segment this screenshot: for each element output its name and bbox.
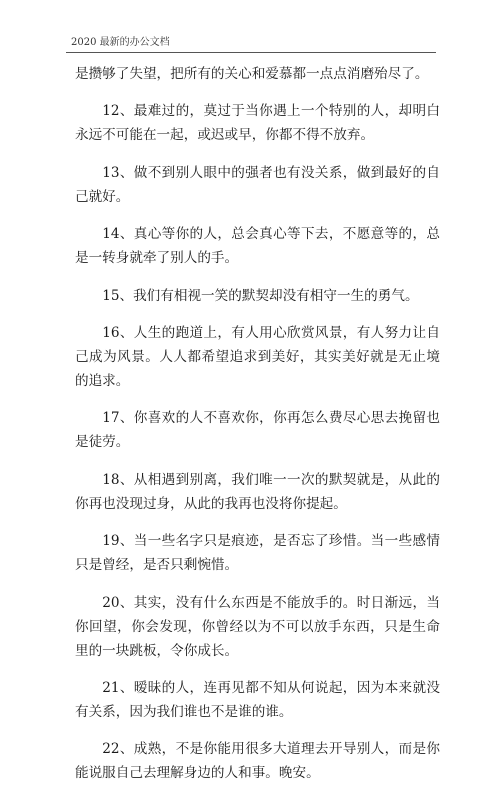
paragraph-20: 20、其实，没有什么东西是不能放手的。时日渐远，当你回望，你会发现，你曾经以为不可以放手东西，只是生命里的一块跳板，令你成长。 <box>75 594 440 659</box>
page-header: 2020 最新的办公文档 <box>71 37 170 48</box>
paragraph-18: 18、从相遇到别离，我们唯一一次的默契就是，从此的你再也没现过身，从此的我再也没将你提起。 <box>75 471 440 512</box>
paragraph-14: 14、真心等你的人，总会真心等下去，不愿意等的，总是一转身就牵了别人的手。 <box>75 226 440 267</box>
paragraph-17: 17、你喜欢的人不喜欢你，你再怎么费尽心思去挽留也是徒劳。 <box>75 410 440 451</box>
paragraph-19: 19、当一些名字只是痕迹，是否忘了珍惜。当一些感情只是曾经，是否只剩惋惜。 <box>75 533 440 574</box>
paragraph-15: 15、我们有相视一笑的默契却没有相守一生的勇气。 <box>102 287 419 304</box>
document-body <box>75 62 440 799</box>
header-divider <box>66 52 436 53</box>
paragraph-16: 16、人生的跑道上，有人用心欣赏风景，有人努力让自己成为风景。人人都希望追求到美好，其实美好就是无止境的追求。 <box>75 324 440 389</box>
paragraph-13: 13、做不到别人眼中的强者也有没关系，做到最好的自己就好。 <box>75 164 440 205</box>
paragraph-continuation: 是攒够了失望，把所有的关心和爱慕都一点点消磨殆尽了。 <box>75 66 429 82</box>
paragraph-21: 21、暧昧的人，连再见都不知从何说起，因为本来就没有关系，因为我们谁也不是谁的谁。 <box>75 679 440 720</box>
paragraph-12: 12、最难过的，莫过于当你遇上一个特别的人，却明白永远不可能在一起，或迟或早，你都不得不放弃。 <box>75 103 440 144</box>
paragraph-22: 22、成熟，不是你能用很多大道理去开导别人，而是你能说服自己去理解身边的人和事。晚安。 <box>75 741 440 782</box>
